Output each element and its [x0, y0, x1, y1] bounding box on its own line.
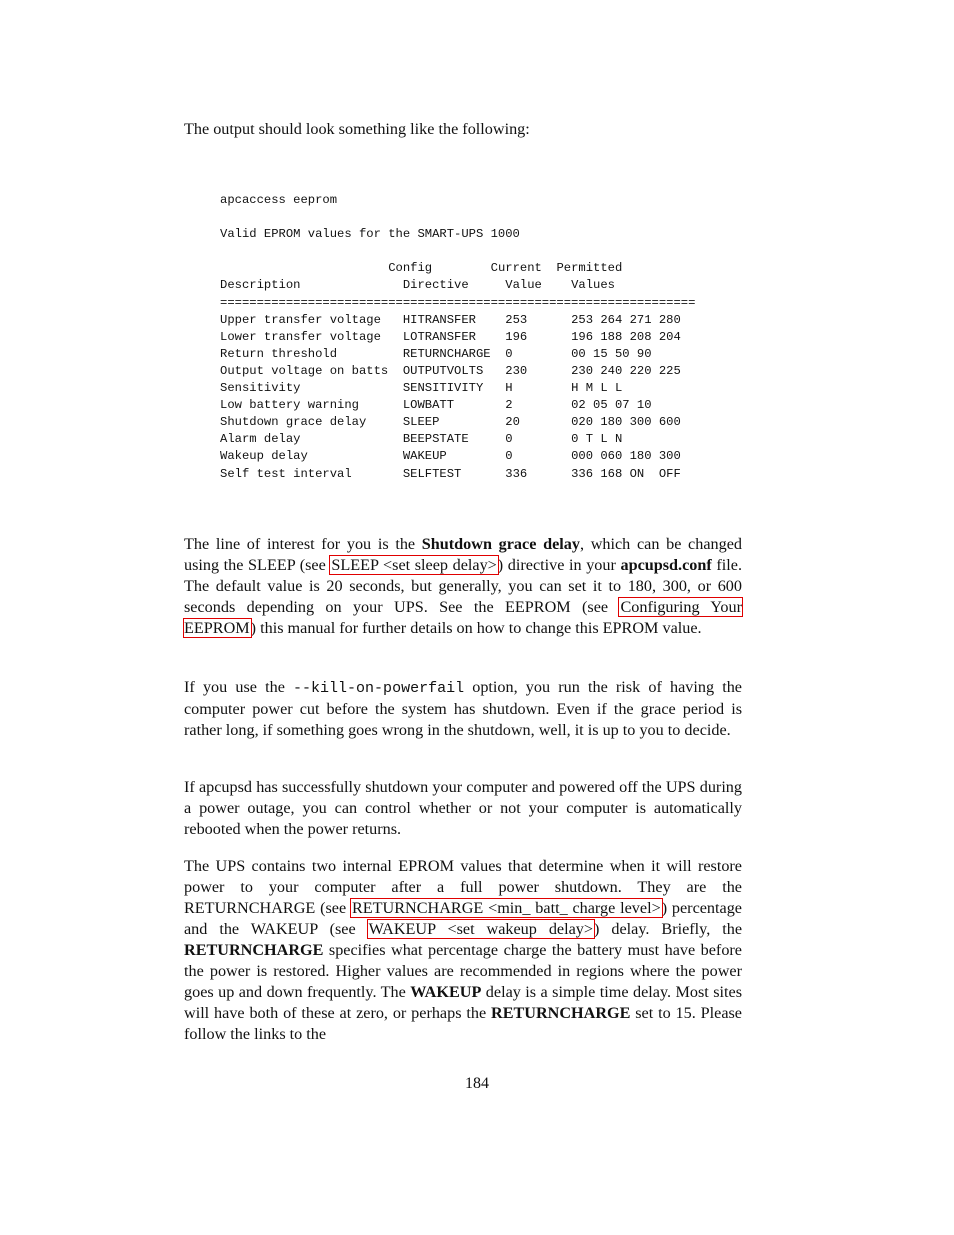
code-row — [220, 415, 681, 429]
paragraph-kill-on-powerfail — [184, 677, 742, 741]
p2-text-2: option, you run the risk of having the computer power cut before the system has shutdown. Even if the grace period is rather long, if something goes wrong in the shutdown, well, it is up to you to decide. — [184, 678, 742, 739]
code-cell-value: 2 — [505, 398, 513, 413]
code-cell-description: Lower transfer voltage — [220, 329, 381, 344]
code-cell-description: Shutdown grace delay — [220, 415, 367, 430]
code-cell-description: Low battery warning — [220, 398, 359, 413]
code-cell-permitted: 000 060 180 300 — [571, 449, 681, 464]
code-header-description: Description — [220, 278, 301, 293]
code-cell-permitted: 00 15 50 90 — [571, 346, 652, 361]
code-row — [220, 467, 681, 481]
p4-bold-returncharge: RETURNCHARGE — [184, 941, 324, 959]
code-cell-description: Return threshold — [220, 346, 338, 361]
p1-text-1: The line of interest for you is the — [184, 535, 422, 553]
code-cell-directive: LOWBATT — [402, 398, 455, 413]
code-cell-value: 196 — [505, 329, 528, 344]
code-cell-directive: BEEPSTATE — [402, 432, 469, 447]
p1-bold-apcupsd-conf: apcupsd.conf — [620, 556, 712, 574]
p2-code-option: --kill-on-powerfail — [293, 680, 465, 697]
p1-bold-shutdown-grace-delay: Shutdown grace delay — [421, 535, 580, 553]
code-row — [220, 364, 681, 378]
code-cell-directive: HITRANSFER — [402, 312, 476, 327]
code-header-row-2 — [220, 278, 615, 292]
code-row — [220, 398, 652, 412]
p1-text-4: file. The default value is 20 seconds, but generally, you can set it to 180, 300, or 600 seconds depending on your UPS. See the EEPROM (see — [184, 556, 742, 616]
code-cell-permitted: 02 05 07 10 — [571, 398, 652, 413]
code-cell-value: 253 — [505, 312, 528, 327]
code-cell-directive: SENSITIVITY — [402, 381, 484, 396]
code-cell-value: 0 — [505, 346, 513, 361]
code-row — [220, 330, 681, 344]
code-cell-permitted: 230 240 220 225 — [571, 363, 681, 378]
code-header-row-1 — [220, 261, 622, 275]
code-cell-value: 0 — [505, 432, 513, 447]
code-row — [220, 313, 681, 327]
code-cell-value: 0 — [505, 449, 513, 464]
p4-text-6: set to 15. Please follow the links to the — [184, 1004, 742, 1043]
p1-text-2: , which can be changed using the SLEEP (see — [184, 535, 742, 574]
code-cell-description: Wakeup delay — [220, 449, 308, 464]
paragraph-eprom-values — [184, 856, 742, 1045]
p4-text-1: The UPS contains two internal EPROM values that determine when it will restore power to your computer after a full power shutdown. They are the RETURNCHARGE (see — [184, 857, 742, 917]
code-header-permitted: Permitted — [556, 261, 623, 276]
page-number: 184 — [465, 1075, 489, 1092]
code-cell-description: Sensitivity — [220, 381, 301, 396]
p2-text-1: If you use the — [184, 678, 294, 696]
code-cell-value: 336 — [505, 466, 528, 481]
code-cell-description: Upper transfer voltage — [220, 312, 381, 327]
code-title: Valid EPROM values for the SMART-UPS 1000 — [220, 227, 520, 242]
intro-text: The output should look something like the following: — [184, 120, 530, 138]
paragraph-reboot-control: If apcupsd has successfully shutdown your computer and powered off the UPS during a power outage, you can control whether or not your computer is automatically rebooted when the power returns. — [184, 778, 742, 838]
code-cell-permitted: 196 188 208 204 — [571, 329, 681, 344]
code-cell-directive: RETURNCHARGE — [402, 346, 491, 361]
link-wakeup[interactable]: WAKEUP <set wakeup delay> — [368, 920, 594, 938]
code-command: apcaccess eeprom — [220, 193, 338, 207]
code-separator: ================================================================= — [220, 295, 696, 310]
code-cell-permitted: 020 180 300 600 — [571, 415, 681, 430]
p4-bold-returncharge-2: RETURNCHARGE — [491, 1004, 631, 1022]
code-cell-description: Alarm delay — [220, 432, 301, 447]
link-returncharge[interactable]: RETURNCHARGE <min_ batt_ charge level> — [351, 899, 661, 917]
link-configuring-eeprom[interactable]: Configuring Your EEPROM — [184, 598, 742, 637]
p4-text-2: ) percentage and the WAKEUP (see — [184, 899, 742, 938]
code-header-current: Current — [490, 261, 542, 276]
code-row — [220, 347, 652, 361]
code-cell-permitted: 336 168 ON OFF — [571, 466, 681, 481]
code-cell-permitted: 0 T L N — [571, 432, 623, 447]
code-header-values: Values — [571, 278, 615, 293]
p4-text-4: specifies what percentage charge the battery must have before the power is restored. Higher values are recommended in regions where the power goes up and down frequently. The — [184, 941, 742, 1001]
code-cell-permitted: 253 264 271 280 — [571, 312, 681, 327]
code-row — [220, 381, 622, 395]
p4-text-5: delay is a simple time delay. Most sites will have both of these at zero, or perhaps the — [184, 983, 742, 1022]
code-header-value: Value — [505, 278, 542, 293]
code-cell-value: H — [505, 381, 513, 396]
p1-text-3: ) directive in your — [497, 556, 621, 574]
code-cell-directive: LOTRANSFER — [402, 329, 476, 344]
code-cell-permitted: H M L L — [571, 381, 623, 396]
code-cell-value: 230 — [505, 363, 528, 378]
code-row — [220, 449, 681, 463]
code-cell-directive: WAKEUP — [402, 449, 447, 464]
code-cell-value: 20 — [505, 415, 520, 430]
paragraph-shutdown-grace-delay — [184, 534, 742, 639]
p4-bold-wakeup: WAKEUP — [410, 983, 482, 1001]
eeprom-output-listing — [220, 192, 695, 483]
code-row — [220, 432, 622, 446]
code-header-directive: Directive — [402, 278, 469, 293]
code-cell-directive: OUTPUTVOLTS — [402, 363, 484, 378]
code-cell-directive: SELFTEST — [402, 466, 462, 481]
code-cell-description: Output voltage on batts — [220, 363, 389, 378]
code-cell-description: Self test interval — [220, 466, 352, 481]
p1-text-5: ) this manual for further details on how to change this EPROM value. — [250, 619, 702, 637]
p4-text-3: ) delay. Briefly, the — [594, 920, 742, 938]
code-header-config: Config — [388, 261, 433, 276]
link-sleep[interactable]: SLEEP <set sleep delay> — [331, 556, 497, 574]
code-cell-directive: SLEEP — [402, 415, 440, 430]
